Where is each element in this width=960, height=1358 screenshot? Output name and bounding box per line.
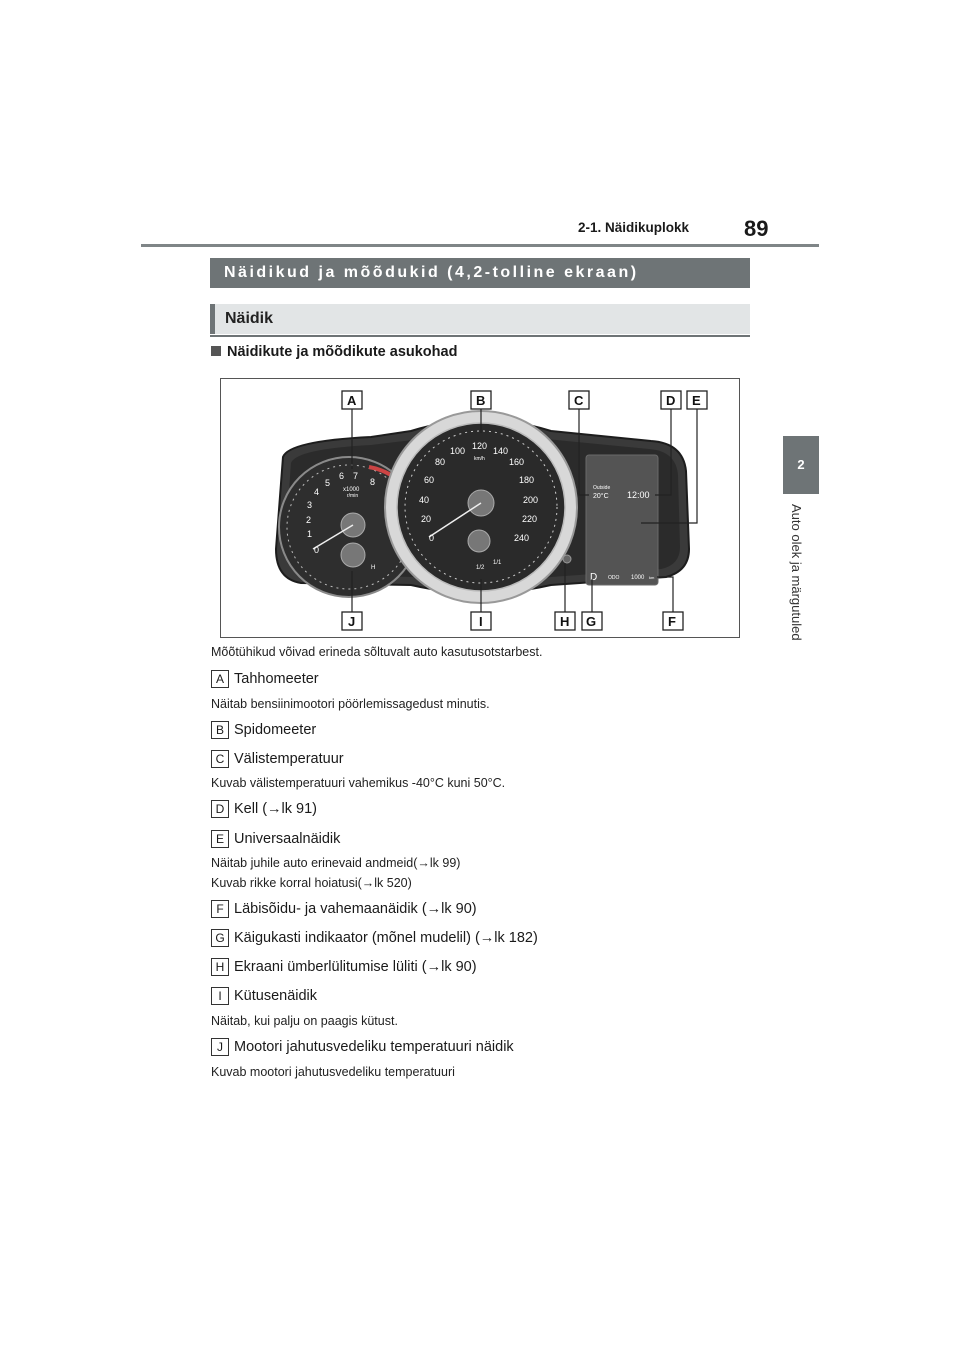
tacho-number: 5 bbox=[325, 478, 331, 488]
gear-readout: D bbox=[590, 572, 598, 583]
speedo-number: 200 bbox=[523, 495, 539, 505]
item-label: G bbox=[211, 929, 229, 947]
bullet-heading bbox=[211, 344, 457, 360]
item-desc: Kuvab mootori jahutusvedeliku temperatuuri bbox=[211, 1065, 455, 1079]
multi-info-display bbox=[586, 455, 658, 585]
bullet-heading-text: Näidikute ja mõõdikute asukohad bbox=[227, 344, 458, 360]
item-title: Tahhomeeter bbox=[234, 670, 319, 687]
item-desc: Näitab, kui palju on paagis kütust. bbox=[211, 1014, 398, 1028]
callout-e: E bbox=[692, 393, 701, 408]
chapter-side-label-text: Auto olek ja märgutuled bbox=[789, 504, 804, 641]
tacho-unit: x1000 bbox=[343, 487, 360, 493]
speedo-number: 60 bbox=[424, 475, 435, 485]
callout-c: C bbox=[574, 393, 584, 408]
header-divider bbox=[141, 244, 819, 247]
speedo-number: 80 bbox=[435, 457, 446, 467]
item-f bbox=[211, 900, 477, 918]
tacho-number: 1 bbox=[307, 529, 313, 539]
item-desc: Kuvab välistemperatuuri vahemikus -40°C kuni 50°C. bbox=[211, 776, 506, 790]
callout-j: J bbox=[348, 614, 356, 629]
section-title: 2-1. Näidikuplokk bbox=[578, 220, 690, 235]
item-label: H bbox=[211, 958, 229, 976]
item-label: E bbox=[211, 830, 229, 848]
item-label: I bbox=[211, 987, 229, 1005]
item-title: Ekraani ümberlülitumise lüliti (→lk 90) bbox=[234, 958, 477, 975]
item-label: B bbox=[211, 721, 229, 739]
tacho-number: 8 bbox=[370, 477, 376, 487]
item-c bbox=[211, 750, 344, 768]
callout-f: F bbox=[668, 614, 676, 629]
speedo-number: 180 bbox=[519, 475, 535, 485]
item-b bbox=[211, 721, 316, 739]
odo-label: ODO bbox=[608, 575, 620, 581]
item-desc: Kuvab rikke korral hoiatusi(→lk 520) bbox=[211, 876, 412, 890]
speedo-number: 20 bbox=[421, 514, 432, 524]
units-note: Mõõtühikud võivad erineda sõltuvalt auto kasutusotstarbest. bbox=[211, 645, 543, 659]
display-switch bbox=[563, 555, 571, 563]
callout-a: A bbox=[347, 393, 357, 408]
item-desc: Näitab juhile auto erinevaid andmeid(→lk 99) bbox=[211, 856, 461, 870]
speedo-number: 0 bbox=[429, 533, 435, 543]
callout-g: G bbox=[586, 614, 597, 629]
chapter-side-label bbox=[778, 504, 818, 684]
callout-b: B bbox=[476, 393, 486, 408]
item-d bbox=[211, 800, 317, 818]
tacho-number: 2 bbox=[306, 515, 312, 525]
item-a bbox=[211, 670, 319, 688]
speedo-number: 40 bbox=[419, 495, 430, 505]
item-title: Mootori jahutusvedeliku temperatuuri näidik bbox=[234, 1038, 514, 1055]
item-title: Universaalnäidik bbox=[234, 830, 341, 847]
tacho-number: 7 bbox=[353, 471, 359, 481]
item-label: F bbox=[211, 900, 229, 918]
callout-d: D bbox=[666, 393, 676, 408]
fuel-full-label: 1/1 bbox=[493, 560, 502, 566]
speedo-number: 240 bbox=[514, 533, 530, 543]
speedo-number: 160 bbox=[509, 457, 525, 467]
item-g bbox=[211, 929, 538, 947]
item-title: Käigukasti indikaator (mõnel mudelil) (→lk 182) bbox=[234, 929, 538, 946]
speedo-number: 120 bbox=[472, 441, 488, 451]
item-e bbox=[211, 830, 340, 848]
item-i bbox=[211, 987, 317, 1005]
subsection-divider bbox=[210, 335, 750, 337]
item-label: A bbox=[211, 670, 229, 688]
tacho-number: 0 bbox=[314, 545, 320, 555]
speedo-number: 140 bbox=[493, 446, 509, 456]
outside-temp: 20°C bbox=[593, 493, 609, 500]
item-title: Välistemperatuur bbox=[234, 750, 344, 767]
tacho-number: 6 bbox=[339, 471, 345, 481]
odo-unit: km bbox=[649, 575, 655, 580]
section-banner: Näidikud ja mõõdukid (4,2-tolline ekraan) bbox=[210, 258, 750, 288]
outside-label: Outside bbox=[593, 485, 611, 491]
item-desc: Näitab bensiinimootori pöörlemissagedust minutis. bbox=[211, 697, 490, 711]
bullet-square-icon bbox=[211, 346, 221, 356]
item-label: C bbox=[211, 750, 229, 768]
item-title: Läbisõidu- ja vahemaanäidik (→lk 90) bbox=[234, 900, 477, 917]
instrument-cluster-figure bbox=[220, 378, 740, 638]
item-title: Kütusenäidik bbox=[234, 987, 318, 1004]
instrument-cluster-illustration bbox=[221, 379, 739, 637]
tacho-number: 3 bbox=[307, 500, 313, 510]
item-h bbox=[211, 958, 477, 976]
clock-readout: 12:00 bbox=[627, 490, 650, 500]
odo-value: 1000 bbox=[631, 575, 645, 581]
tacho-number: 4 bbox=[314, 487, 320, 497]
item-label: J bbox=[211, 1038, 229, 1056]
subsection-banner: Näidik bbox=[210, 304, 750, 334]
item-label: D bbox=[211, 800, 229, 818]
page-number: 89 bbox=[744, 216, 769, 241]
callout-h: H bbox=[560, 614, 570, 629]
speedo-unit: km/h bbox=[474, 456, 485, 462]
speedo-number: 220 bbox=[522, 514, 538, 524]
chapter-tab: 2 bbox=[783, 436, 819, 494]
item-j bbox=[211, 1038, 514, 1056]
temp-hot-label: H bbox=[371, 565, 376, 571]
speedo-number: 100 bbox=[450, 446, 466, 456]
item-title: Kell (→lk 91) bbox=[234, 800, 317, 817]
tacho-unit-rpm: r/min bbox=[347, 493, 359, 499]
callout-i: I bbox=[479, 614, 483, 629]
item-title: Spidomeeter bbox=[234, 721, 317, 738]
fuel-half-label: 1/2 bbox=[476, 565, 485, 571]
